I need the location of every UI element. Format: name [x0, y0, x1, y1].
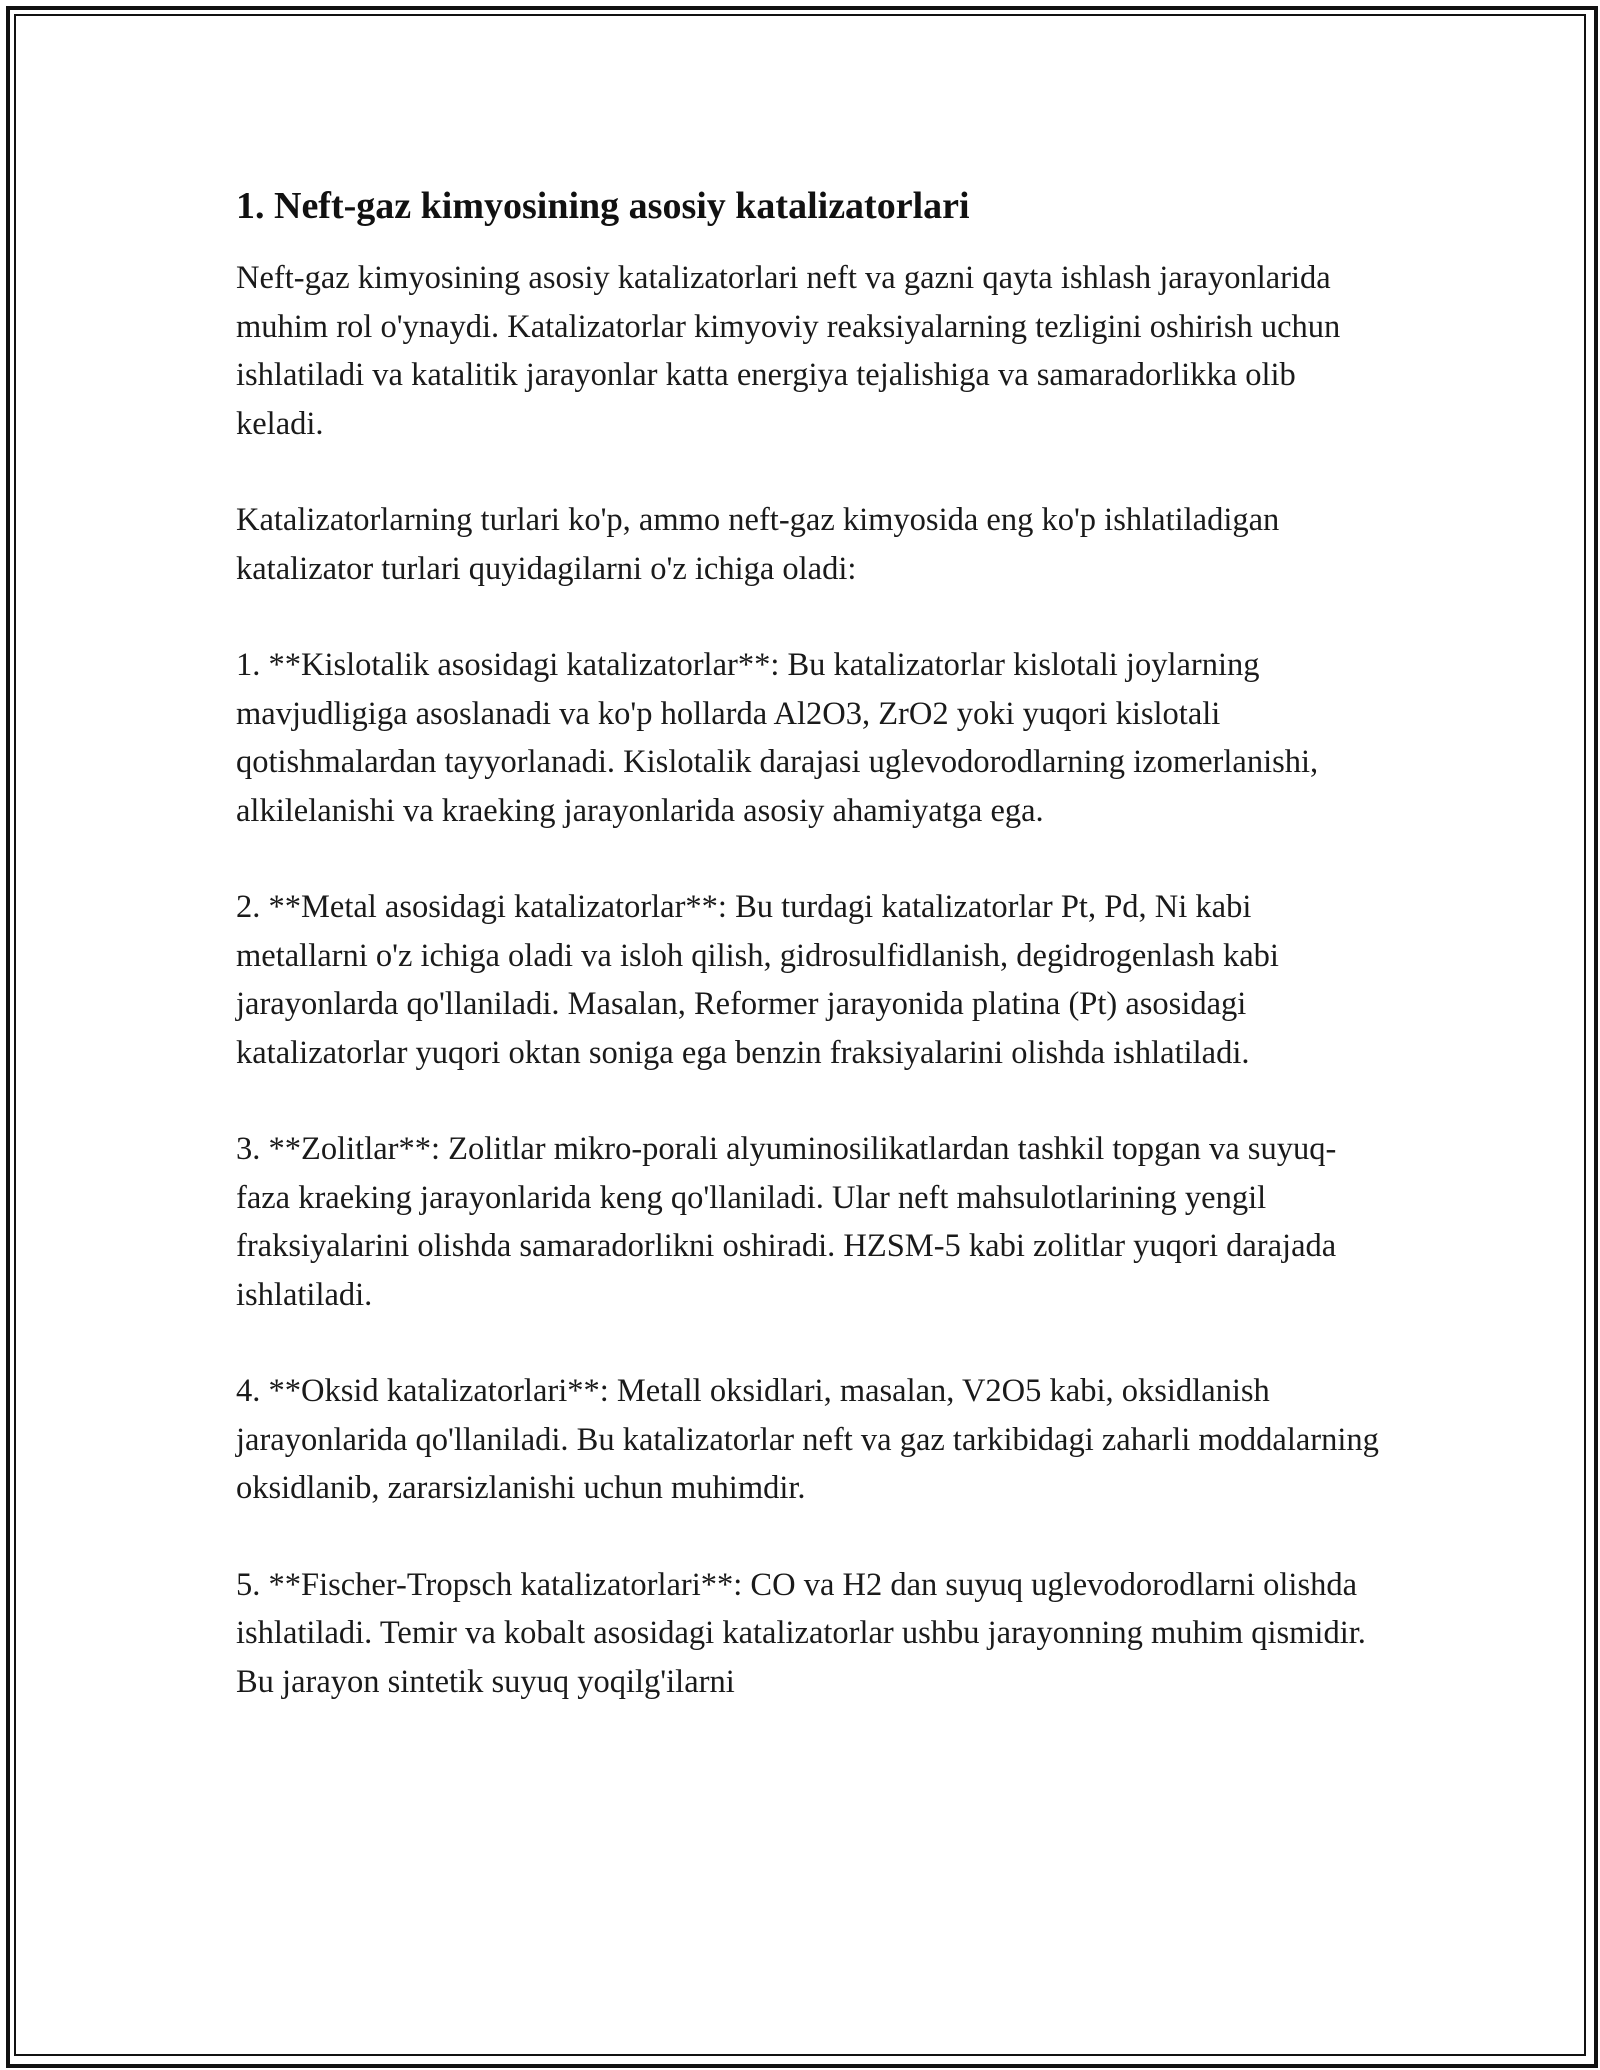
document-body	[236, 180, 1386, 1754]
list-item-zeolites: 3. **Zolitlar**: Zolitlar mikro-porali alyuminosilikatlardan tashkil topgan va suyuq-faza kraeking jarayonlarida keng qo'llaniladi. Ular neft mahsulotlarining yengil fraksiyalarini olishda samaradorlikni oshiradi. HZSM-5 kabi zolitlar yuqori darajada ishlatiladi.	[236, 1131, 1337, 1313]
section-heading: 1. Neft-gaz kimyosining asosiy katalizatorlari	[236, 185, 970, 227]
intro-paragraph: Neft-gaz kimyosining asosiy katalizatorlari neft va gazni qayta ishlash jarayonlarida muhim rol o'ynaydi. Katalizatorlar kimyoviy reaksiyalarning tezligini oshirish uchun ishlatiladi va katalitik jarayonlar katta energiya tejalishiga va samaradorlikka olib keladi.	[236, 260, 1341, 442]
list-item-fischer-tropsch: 5. **Fischer-Tropsch katalizatorlari**: CO va H2 dan suyuq uglevodorodlarni olishda ishlatiladi. Temir va kobalt asosidagi katalizatorlar ushbu jarayonning muhim qismidir. Bu jarayon sintetik suyuq yoqilg'ilarni	[236, 1566, 1366, 1700]
list-item-acid-catalysts: 1. **Kislotalik asosidagi katalizatorlar**: Bu katalizatorlar kislotali joylarning mavjudligiga asoslanadi va ko'p hollarda Al2O3, ZrO2 yoki yuqori kislotali qotishmalardan tayyorlanadi. Kislotalik darajasi uglevodorodlarning izomerlanishi, alkilelanishi va kraeking jarayonlarida asosiy ahamiyatga ega.	[236, 647, 1319, 829]
types-intro-paragraph: Katalizatorlarning turlari ko'p, ammo neft-gaz kimyosida eng ko'p ishlatiladigan katalizator turlari quyidagilarni o'z ichiga oladi:	[236, 502, 1280, 587]
list-item-oxide-catalysts: 4. **Oksid katalizatorlari**: Metall oksidlari, masalan, V2O5 kabi, oksidlanish jarayonlarida qo'llaniladi. Bu katalizatorlar neft va gaz tarkibidagi zaharli moddalarning oksidlanib, zararsizlanishi uchun muhimdir.	[236, 1373, 1379, 1506]
list-item-metal-catalysts: 2. **Metal asosidagi katalizatorlar**: Bu turdagi katalizatorlar Pt, Pd, Ni kabi metallarni o'z ichiga oladi va isloh qilish, gidrosulfidlanish, degidrogenlash kabi jarayonlarda qo'llaniladi. Masalan, Reformer jarayonida platina (Pt) asosidagi katalizatorlar yuqori oktan soniga ega benzin fraksiyalarini olishda ishlatiladi.	[236, 889, 1279, 1071]
